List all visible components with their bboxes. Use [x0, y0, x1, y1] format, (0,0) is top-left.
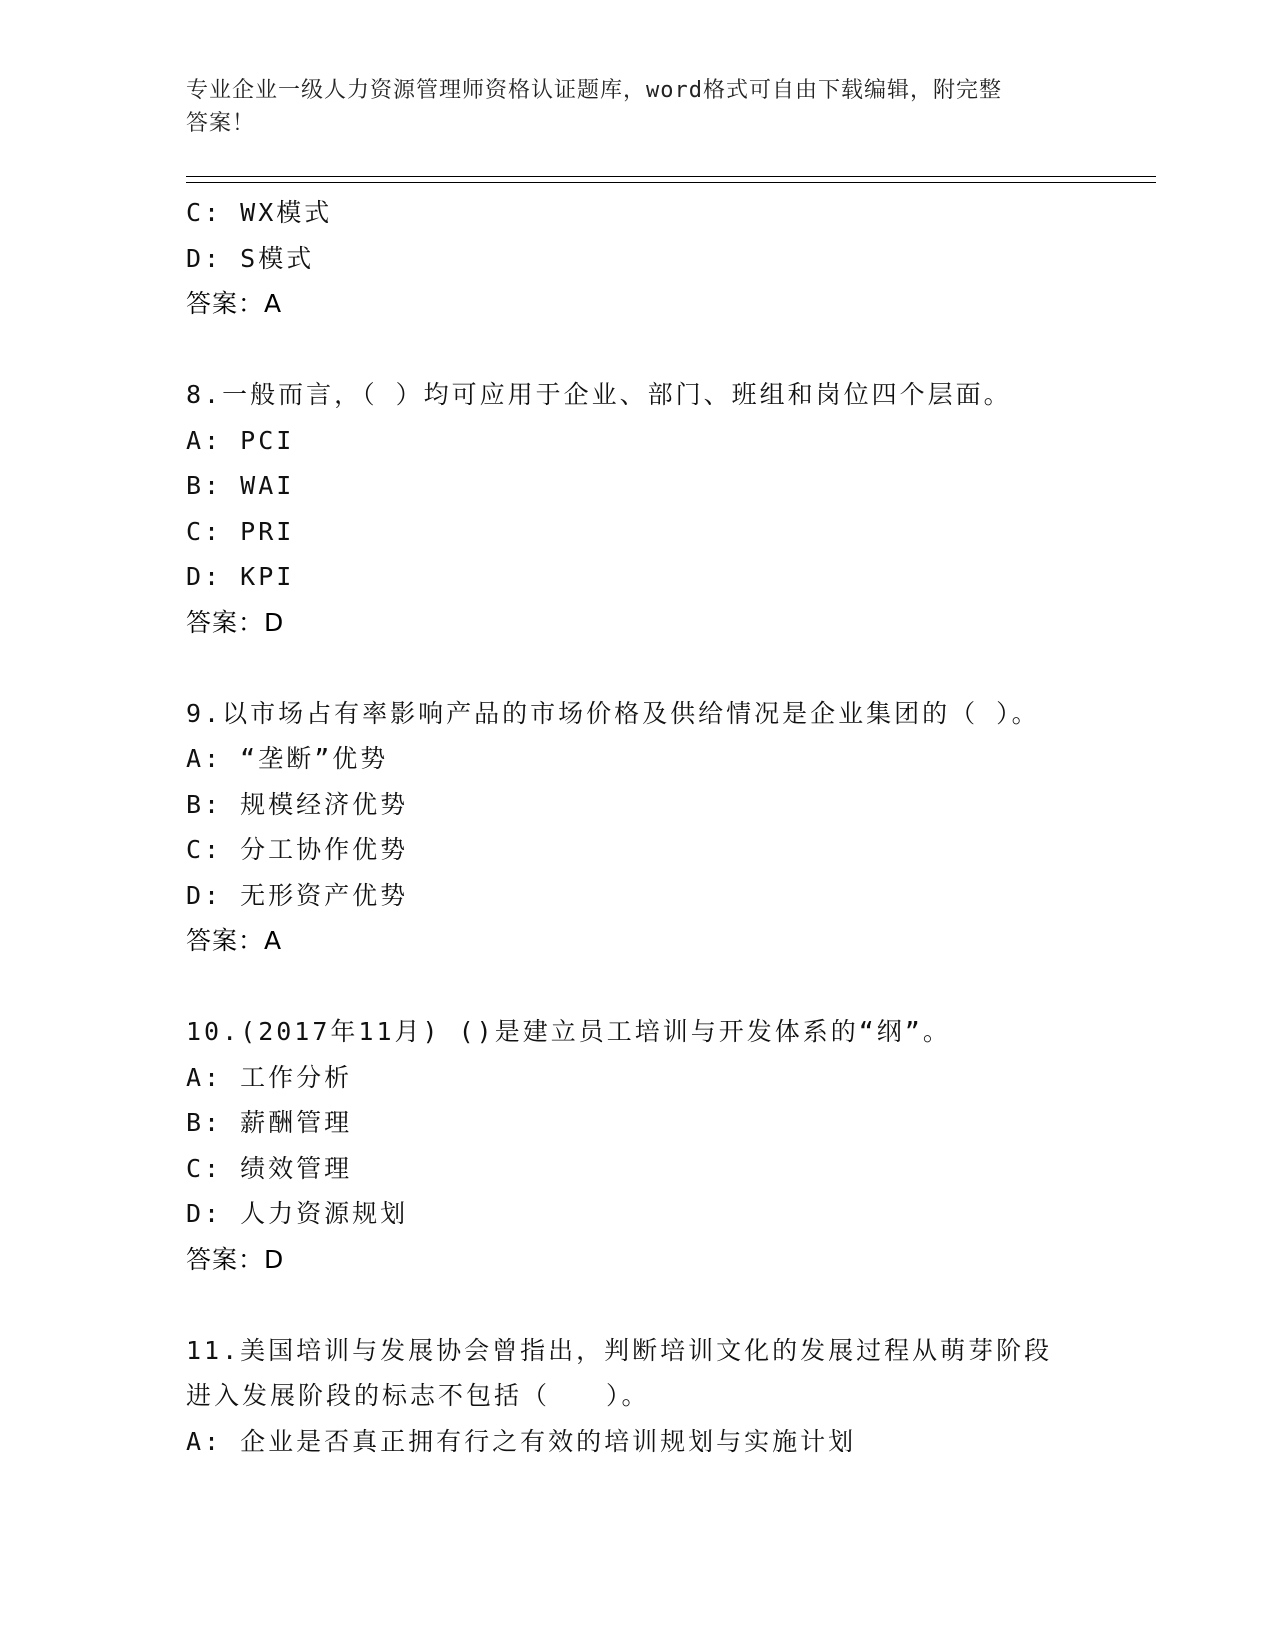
- option-b: B: WAI: [186, 471, 295, 500]
- question-stem: 10.(2017年11月) ()是建立员工培训与开发体系的“纲”。: [186, 1017, 951, 1046]
- option-a: A: 企业是否真正拥有行之有效的培训规划与实施计划: [186, 1426, 857, 1456]
- option-d: D: S模式: [186, 243, 315, 273]
- spacer: [186, 645, 1136, 691]
- option-d: D: 人力资源规划: [186, 1199, 409, 1228]
- header-rule-bottom: [186, 182, 1156, 183]
- option-c: C: 绩效管理: [186, 1153, 353, 1183]
- spacer: [186, 964, 1136, 1010]
- option-a: A: “垄断”优势: [186, 744, 389, 773]
- option-a: A: PCI: [186, 425, 295, 455]
- header-line-1: 专业企业一级人力资源管理师资格认证题库，word格式可自由下载编辑，附完整: [186, 78, 1002, 103]
- answer-line: 答案：D: [186, 1244, 285, 1274]
- option-d: D: KPI: [186, 562, 295, 591]
- question-stem-line-1: 11.美国培训与发展协会曾指出，判断培训文化的发展过程从萌芽阶段: [186, 1335, 1053, 1365]
- option-c: C: PRI: [186, 516, 295, 546]
- question-stem: 9.以市场占有率影响产品的市场价格及供给情况是企业集团的（ ）。: [186, 698, 1040, 728]
- question-stem-line-2: 进入发展阶段的标志不包括（ ）。: [186, 1381, 650, 1410]
- header-rule-top: [186, 176, 1156, 177]
- answer-line: 答案：A: [186, 926, 283, 955]
- option-b: B: 薪酬管理: [186, 1108, 353, 1137]
- option-c: C: 分工协作优势: [186, 835, 409, 864]
- spacer: [186, 1282, 1136, 1328]
- spacer: [186, 327, 1136, 373]
- document-header: [186, 74, 1086, 140]
- answer-line: 答案：A: [186, 289, 283, 318]
- question-stem: 8.一般而言，（ ）均可应用于企业、部门、班组和岗位四个层面。: [186, 380, 1012, 409]
- question-10: [186, 1009, 1136, 1282]
- option-a: A: 工作分析: [186, 1062, 353, 1092]
- question-11: [186, 1328, 1136, 1465]
- header-line-2: 答案！: [186, 111, 256, 136]
- question-list: [186, 190, 1136, 1464]
- answer-line: 答案：D: [186, 607, 285, 637]
- option-c: C: WX模式: [186, 198, 333, 227]
- option-d: D: 无形资产优势: [186, 880, 409, 910]
- question-8: [186, 372, 1136, 645]
- question-7-tail: [186, 190, 1136, 327]
- option-b: B: 规模经济优势: [186, 789, 409, 819]
- question-9: [186, 691, 1136, 964]
